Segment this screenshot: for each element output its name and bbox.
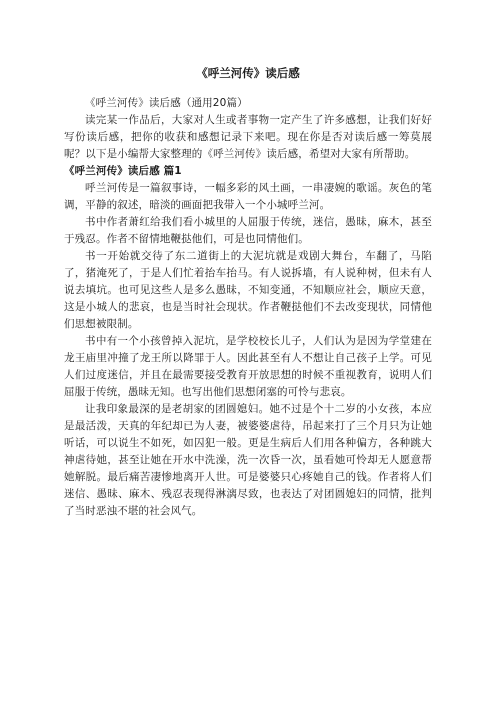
body-paragraph-3: 书一开始就交待了东二道街上的大泥坑就是戏剧大舞台，车翻了，马陷了，猪淹死了，于是人们忙着抬车抬马。有人说拆墙，有人说种树，但未有人说去填坑。也可见这些人是多么愚昧，不知变通，不知顺应社会，顺应天意，这是小城人的悲哀，也是当时社会现状。作者鞭挞他们不去改变现状，同情他们思想被限制。 <box>64 250 432 330</box>
document-subtitle: 《呼兰河传》读后感（通用20篇） <box>85 97 248 109</box>
document-title: 《呼兰河传》读后感 <box>196 66 300 80</box>
body-paragraph-4: 书中有一个小孩曾掉入泥坑，是学校校长儿子，人们认为是因为学堂建在龙王庙里冲撞了龙王所以降罪于人。因此甚至有人不想让自己孩子上学。可见人们过度迷信，并且在最需要接受教育开放思想的时候不重视教育，说明人们屈服于传统，愚昧无知。也写出他们思想闭塞的可怜与悲哀。 <box>64 335 432 398</box>
body-paragraph-5: 让我印象最深的是老胡家的团圆媳妇。她不过是个十二岁的小女孩，本应是最活泼，天真的年纪却已为人妻，被婆婆虐待，吊起来打了三个月只为让她听话，可以说生不如死，如囚犯一般。更是生病后人们用各种偏方，各种跳大神虐待她，甚至让她在开水中洗澡，洗一次昏一次，虽看她可怜却无人愿意帮她解脱。最后痛苦凄惨地离开人世。可是婆婆只心疼她自己的钱。作者将人们迷信、愚昧、麻木、残忍表现得淋漓尽致，也表达了对团圆媳妇的同情，批判了当时恶浊不堪的社会风气。 <box>64 403 432 517</box>
body-paragraph-2: 书中作者萧红给我们看小城里的人屈服于传统，迷信，愚昧，麻木，甚至于残忍。作者不留情地鞭挞他们，可是也同情他们。 <box>64 216 432 245</box>
document-body <box>64 95 432 520</box>
body-paragraph-1: 呼兰河传是一篇叙事诗，一幅多彩的风土画，一串凄婉的歌谣。灰色的笔调，平静的叙述，暗淡的画面把我带入一个小城呼兰河。 <box>64 182 432 211</box>
intro-paragraph: 读完某一作品后，大家对人生或者事物一定产生了许多感想，让我们好好写份读后感，把你的收获和感想记录下来吧。现在你是否对读后感一筹莫展呢？以下是小编帮大家整理的《呼兰河传》读后感，希望对大家有所帮助。 <box>64 114 432 160</box>
section-heading: 《呼兰河传》读后感 篇1 <box>64 165 182 177</box>
